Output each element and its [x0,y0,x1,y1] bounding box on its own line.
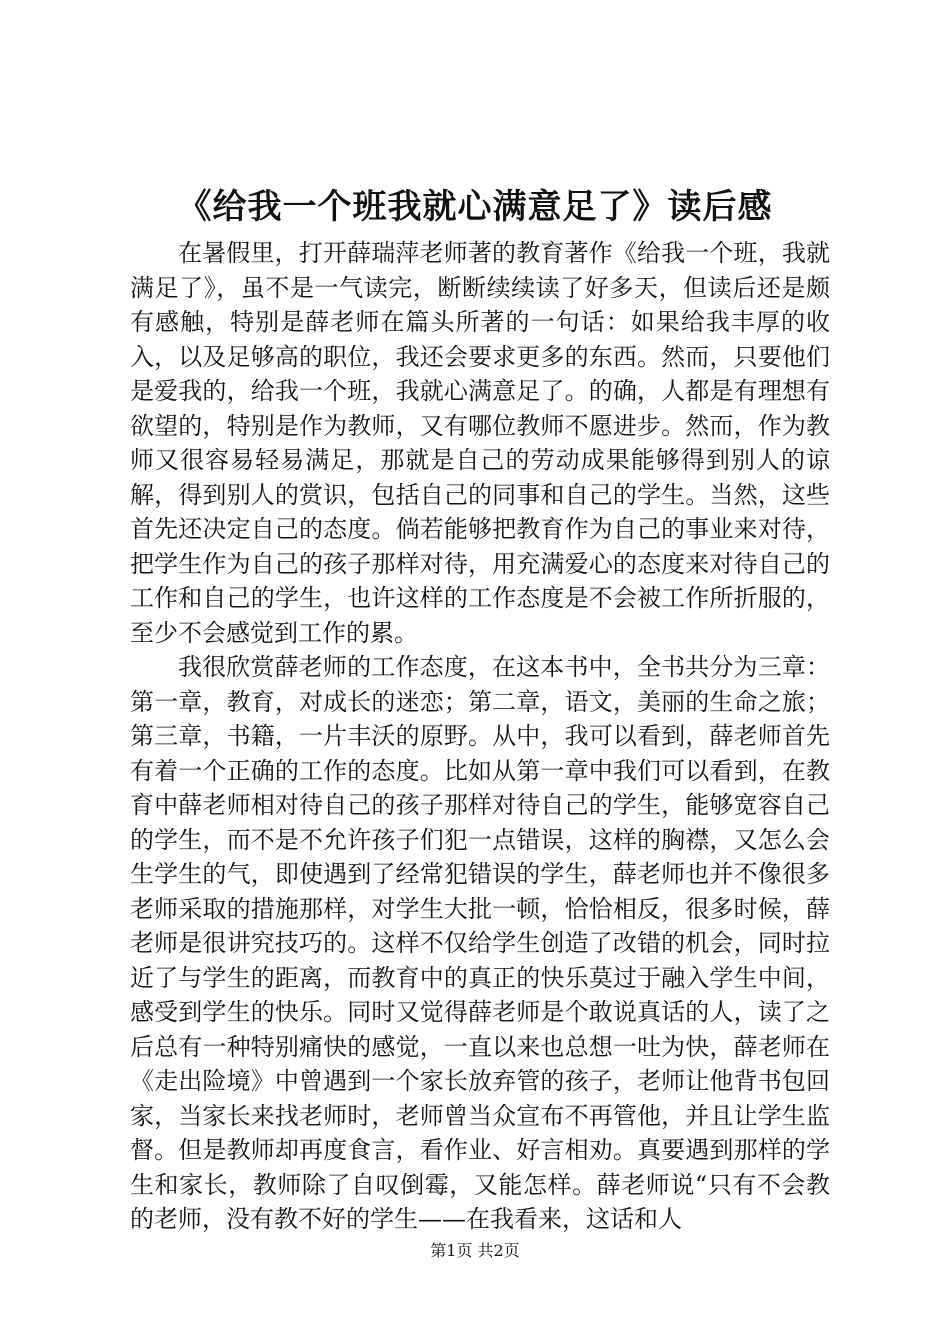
document-title: 《给我一个班我就心满意足了》读后感 [177,187,773,227]
paragraph: 我很欣赏薛老师的工作态度，在这本书中，全书共分为三章：第一章，教育，对成长的迷恋；第二章，语文，美丽的生命之旅；第三章，书籍，一片丰沃的原野。从中，我可以看到，薛老师首先有着一个正确的工作的态度。比如从第一章中我们可以看到，在教育中薛老师相对待自己的孩子那样对待自己的学生，能够宽容自己的学生，而不是不允许孩子们犯一点错误，这样的胸襟，又怎么会生学生的气，即使遇到了经常犯错误的学生，薛老师也并不像很多老师采取的措施那样，对学生大批一顿，恰恰相反，很多时候，薛老师是很讲究技巧的。这样不仅给学生创造了改错的机会，同时拉近了与学生的距离，而教育中的真正的快乐莫过于融入学生中间，感受到学生的快乐。同时又觉得薛老师是个敢说真话的人，读了之后总有一种特别痛快的感觉，一直以来也总想一吐为快，薛老师在《走出险境》中曾遇到一个家长放弃管的孩子，老师让他背书包回家，当家长来找老师时，老师曾当众宣布不再管他，并且让学生监督。但是教师却再度食言，看作业、好言相劝。真要遇到那样的学生和家长，教师除了自叹倒霉，又能怎样。薛老师说“只有不会教的老师，没有教不好的学生——在我看来，这话和人 [130,653,830,1233]
page-number-footer: 第1页 共2页 [430,1241,520,1260]
document-body [130,236,830,1237]
paragraph: 在暑假里，打开薛瑞萍老师著的教育著作《给我一个班，我就满足了》，虽不是一气读完，断断续续读了好多天，但读后还是颇有感触，特别是薛老师在篇头所著的一句话：如果给我丰厚的收入，以及足够高的职位，我还会要求更多的东西。然而，只要他们是爱我的，给我一个班，我就心满意足了。的确，人都是有理想有欲望的，特别是作为教师，又有哪位教师不愿进步。然而，作为教师又很容易轻易满足，那就是自己的劳动成果能够得到别人的谅解，得到别人的赏识，包括自己的同事和自己的学生。当然，这些首先还决定自己的态度。倘若能够把教育作为自己的事业来对待，把学生作为自己的孩子那样对待，用充满爱心的态度来对待自己的工作和自己的学生，也许这样的工作态度是不会被工作所折服的，至少不会感觉到工作的累。 [130,239,830,647]
